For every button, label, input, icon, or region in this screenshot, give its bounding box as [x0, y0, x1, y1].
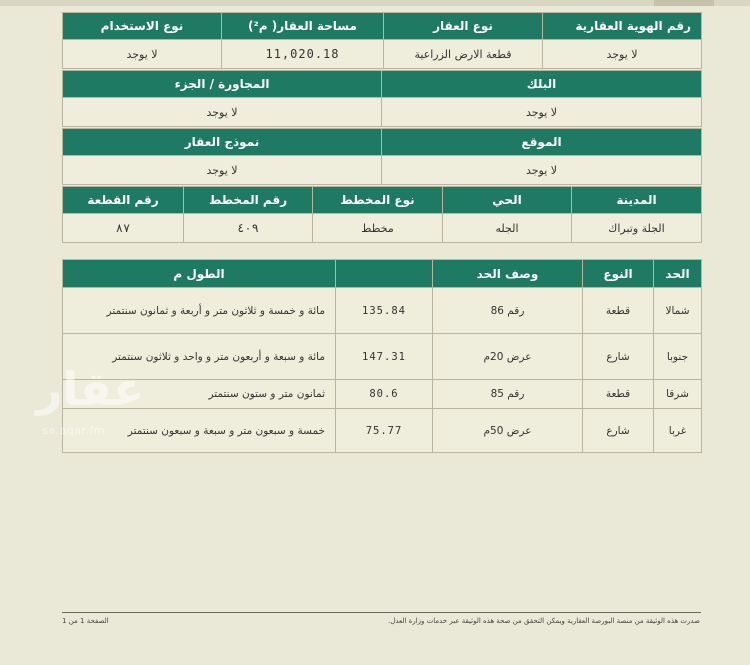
- header-length-blank: [336, 260, 433, 288]
- header-side: الحد: [654, 260, 702, 288]
- header-adjacent: المجاورة / الجزء: [63, 71, 382, 98]
- header-desc: وصف الحد: [433, 260, 583, 288]
- header-block: البلك: [382, 71, 702, 98]
- header-site: الموقع: [382, 129, 702, 156]
- header-district: الحي: [443, 187, 572, 214]
- value-property-area: 11,020.18: [222, 40, 384, 69]
- header-plan-number: رقم المخطط: [184, 187, 313, 214]
- row-length: 147.31: [336, 334, 433, 380]
- row-side: غربا: [654, 409, 702, 453]
- top-corner-tab: [654, 0, 714, 6]
- row-desc: رقم 85: [433, 380, 583, 409]
- header-plan-type: نوع المخطط: [313, 187, 443, 214]
- boundaries-table: [62, 259, 702, 453]
- footer-page-number: الصفحة 1 من 1: [62, 617, 109, 625]
- row-length-words: مائة و سبعة و أربعون متر و واحد و ثلاثون سنتمتر: [63, 334, 336, 380]
- row-type: قطعة: [583, 380, 654, 409]
- table-row: [63, 380, 702, 409]
- value-property-type: قطعة الارض الزراعية: [384, 40, 543, 69]
- watermark-logo-text: عقار: [36, 362, 145, 416]
- row-desc: رقم 86: [433, 288, 583, 334]
- block-table: [62, 70, 702, 127]
- value-property-id: لا يوجد: [543, 40, 702, 69]
- row-side: جنوبا: [654, 334, 702, 380]
- row-type: شارع: [583, 409, 654, 453]
- row-side: شرقا: [654, 380, 702, 409]
- value-adjacent: لا يوجد: [63, 98, 382, 127]
- row-length-words: ثمانون متر و ستون سنتمتر: [63, 380, 336, 409]
- row-length: 75.77: [336, 409, 433, 453]
- row-desc: عرض 50م: [433, 409, 583, 453]
- header-city: المدينة: [572, 187, 702, 214]
- value-plan-type: مخطط: [313, 214, 443, 243]
- header-length: الطول م: [63, 260, 336, 288]
- top-strip: [0, 0, 750, 6]
- value-site: لا يوجد: [382, 156, 702, 185]
- site-table: [62, 128, 702, 185]
- value-district: الجله: [443, 214, 572, 243]
- header-usage-type: نوع الاستخدام: [63, 13, 222, 40]
- table-row: [63, 288, 702, 334]
- table-row: [63, 334, 702, 380]
- row-length-words: مائة و خمسة و ثلاثون متر و أربعة و ثمانون سنتمتر: [63, 288, 336, 334]
- header-property-id: رقم الهوية العقارية: [543, 13, 702, 40]
- header-plot-number: رقم القطعة: [63, 187, 184, 214]
- property-table: [62, 12, 702, 69]
- value-plot-number: ٨٧: [63, 214, 184, 243]
- footer-verification-note: صدرت هذه الوثيقة من منصة البورصة العقارية ويمكن التحقق من صحة هذه الوثيقة عبر خدمات وزارة العدل.: [388, 617, 700, 625]
- aqar-watermark: [36, 362, 156, 442]
- row-length: 80.6: [336, 380, 433, 409]
- watermark-url: sa.aqar.fm: [42, 424, 106, 437]
- header-property-type: نوع العقار: [384, 13, 543, 40]
- location-table: [62, 186, 702, 243]
- row-type: قطعة: [583, 288, 654, 334]
- row-desc: عرض 20م: [433, 334, 583, 380]
- table-row: [63, 409, 702, 453]
- row-length: 135.84: [336, 288, 433, 334]
- value-model: لا يوجد: [63, 156, 382, 185]
- value-city: الجلة وتبراك: [572, 214, 702, 243]
- row-side: شمالا: [654, 288, 702, 334]
- row-type: شارع: [583, 334, 654, 380]
- header-property-area: مساحة العقار( م²): [222, 13, 384, 40]
- value-usage-type: لا يوجد: [63, 40, 222, 69]
- row-length-words: خمسة و سبعون متر و سبعة و سبعون سنتمتر: [63, 409, 336, 453]
- value-block: لا يوجد: [382, 98, 702, 127]
- value-plan-number: ٤٠٩: [184, 214, 313, 243]
- header-model: نموذج العقار: [63, 129, 382, 156]
- footer-divider: [62, 612, 701, 613]
- header-type: النوع: [583, 260, 654, 288]
